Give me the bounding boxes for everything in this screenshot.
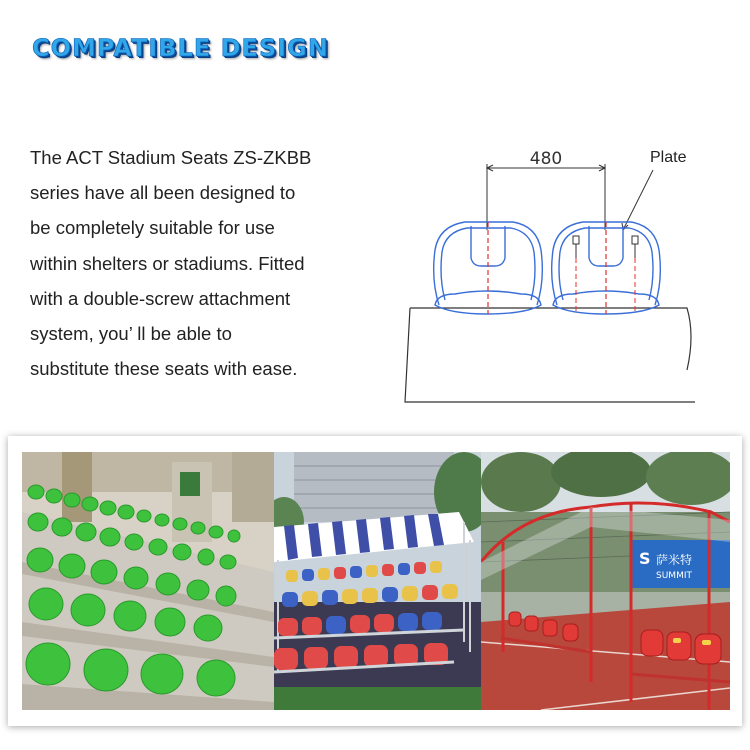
seat-dimension-diagram xyxy=(395,130,715,420)
plate-label: Plate xyxy=(650,149,687,166)
description-line: series have all been designed to xyxy=(30,182,296,204)
red-team-shelter-photo xyxy=(481,452,730,710)
description-line: within shelters or stadiums. Fitted xyxy=(30,252,305,274)
description-line: be completely suitable for use xyxy=(30,217,275,239)
description-line: substitute these seats with ease. xyxy=(30,358,298,380)
green-stadium-seats-photo xyxy=(22,452,274,710)
dimension-label: 480 xyxy=(529,149,563,169)
section-heading: COMPATIBLE DESIGN xyxy=(32,34,329,62)
seat-outline-right xyxy=(552,222,661,314)
description-line: system, you’ ll be able to xyxy=(30,323,232,345)
photo-strip xyxy=(8,436,742,726)
banner-brand-text: SUMMIT xyxy=(656,571,692,581)
banner-chinese-text: 萨米特 xyxy=(656,553,693,567)
plate-leader-line xyxy=(623,170,653,230)
description-line: with a double-screw attachment xyxy=(30,287,291,309)
colorful-bleacher-seats-photo xyxy=(274,452,481,710)
description-text xyxy=(30,140,380,386)
seat-outline-left xyxy=(434,222,543,314)
mounting-base xyxy=(405,308,695,402)
banner-letter: S xyxy=(639,549,651,568)
description-line: The ACT Stadium Seats ZS-ZKBB xyxy=(30,147,312,168)
